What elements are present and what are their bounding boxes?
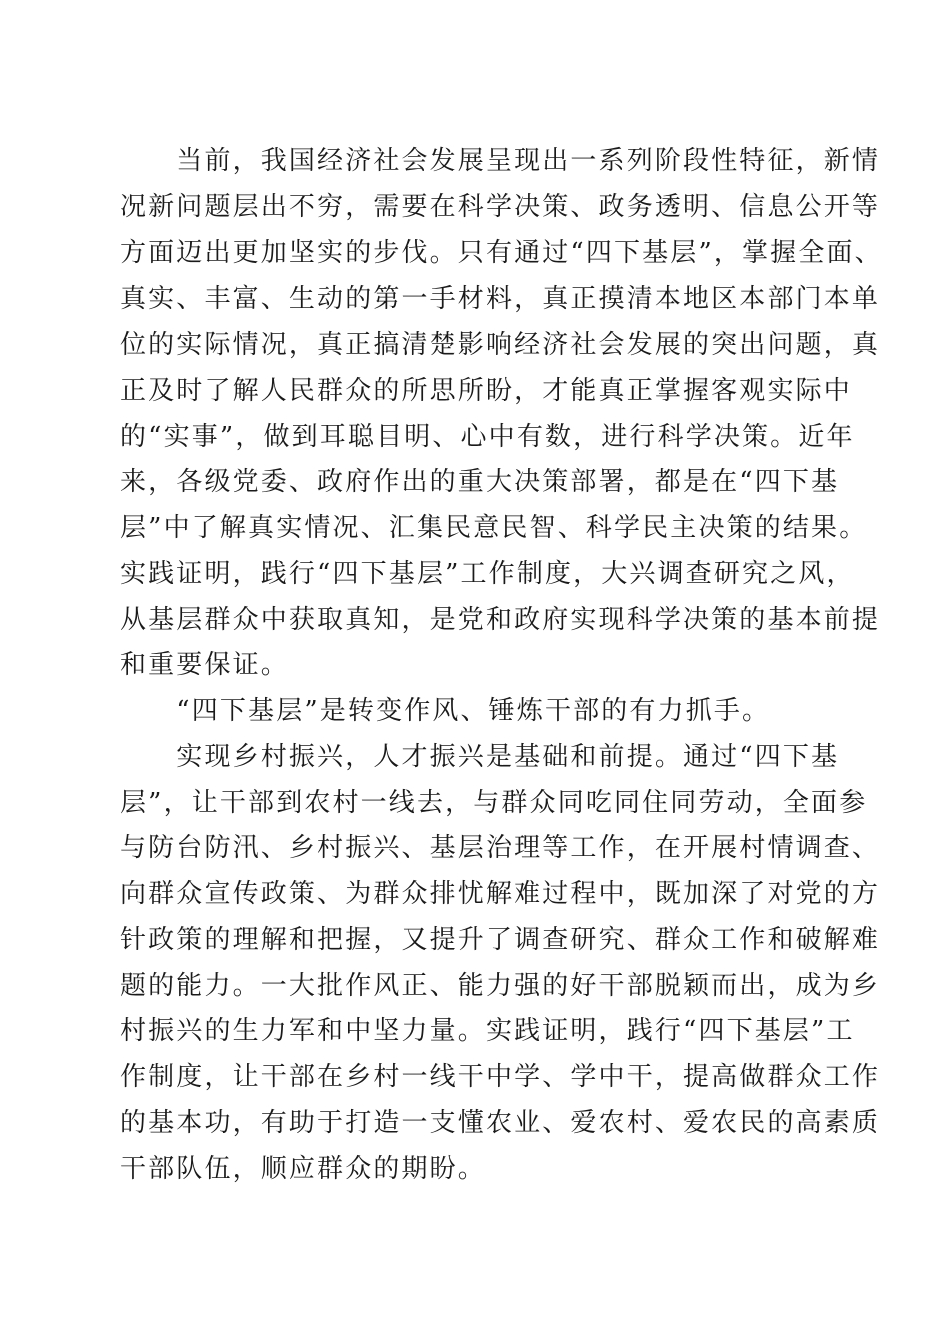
text-line: 与防台防汛、乡村振兴、基层治理等工作，在开展村情调查、	[120, 833, 881, 863]
text-line: 层”中了解真实情况、汇集民意民智、科学民主决策的结果。	[120, 513, 868, 543]
text-line: 和重要保证。	[120, 650, 289, 680]
text-line: 方面迈出更加坚实的步伐。只有通过“四下基层”，掌握全面、	[120, 238, 883, 268]
text-line: 村振兴的生力军和中坚力量。实践证明，践行“四下基层”工	[120, 1016, 855, 1046]
text-line: 况新问题层出不穷，需要在科学决策、政务透明、信息公开等	[120, 192, 881, 222]
text-line: 干部队伍，顺应群众的期盼。	[120, 1154, 486, 1184]
text-line: 真实、丰富、生动的第一手材料，真正摸清本地区本部门本单	[120, 284, 881, 314]
text-line: 实践证明，践行“四下基层”工作制度，大兴调查研究之风，	[120, 559, 855, 589]
text-line: 针政策的理解和把握，又提升了调查研究、群众工作和破解难	[120, 925, 881, 955]
text-line: 题的能力。一大批作风正、能力强的好干部脱颖而出，成为乡	[120, 971, 881, 1001]
text-line: 层”，让干部到农村一线去，与群众同吃同住同劳动，全面参	[120, 788, 868, 818]
text-line: 来，各级党委、政府作出的重大决策部署，都是在“四下基	[120, 467, 840, 497]
text-line: 当前，我国经济社会发展呈现出一系列阶段性特征，新情	[120, 146, 881, 176]
text-line: “四下基层”是转变作风、锤炼干部的有力抓手。	[120, 696, 771, 726]
text-line: 向群众宣传政策、为群众排忧解难过程中，既加深了对党的方	[120, 879, 881, 909]
text-line: 的基本功，有助于打造一支懂农业、爱农村、爱农民的高素质	[120, 1108, 881, 1138]
text-line: 正及时了解人民群众的所思所盼，才能真正掌握客观实际中	[120, 376, 852, 406]
text-line: 从基层群众中获取真知，是党和政府实现科学决策的基本前提	[120, 605, 881, 635]
text-line: 位的实际情况，真正搞清楚影响经济社会发展的突出问题，真	[120, 330, 881, 360]
text-line: 实现乡村振兴，人才振兴是基础和前提。通过“四下基	[120, 742, 840, 772]
text-line: 作制度，让干部在乡村一线干中学、学中干，提高做群众工作	[120, 1062, 881, 1092]
text-line: 的“实事”，做到耳聪目明、心中有数，进行科学决策。近年	[120, 422, 855, 452]
